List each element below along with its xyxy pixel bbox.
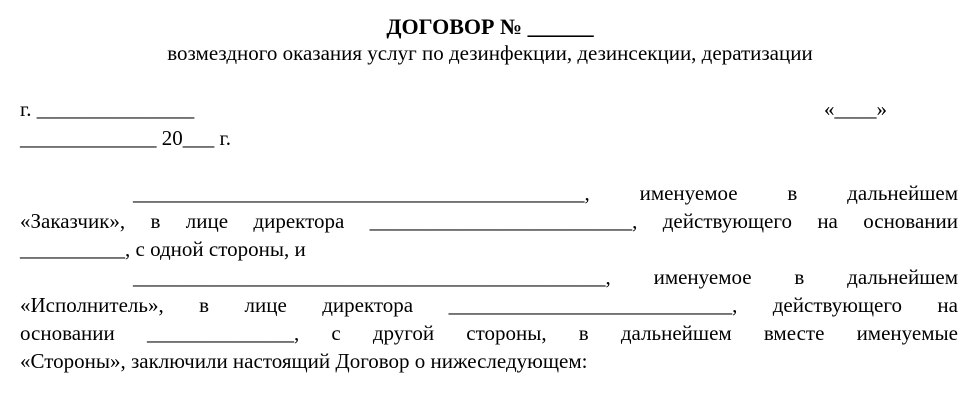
para-line-5-word: лице xyxy=(244,293,287,317)
para-line-2-word: директора xyxy=(253,209,345,233)
para-line-6-word: вместе xyxy=(763,321,825,345)
para-line-5-word: действующего xyxy=(772,293,902,317)
para-line-4-word: дальнейшем xyxy=(847,265,958,289)
para-line-6-word: другой xyxy=(372,321,435,345)
para-line-2-word: лице xyxy=(185,209,229,233)
para-line-1-word: именуемое xyxy=(639,181,738,205)
para-line-6-word: стороны, xyxy=(466,321,547,345)
para-line-6-word: ______________, xyxy=(146,321,300,345)
para-line-4-word: в xyxy=(794,265,805,289)
para-line-1-word: ___________________________________________, xyxy=(133,181,590,205)
document-subtitle: возмездного оказания услуг по дезинфекции, дезинсекции, дератизации xyxy=(167,41,813,65)
para-line-3: __________, с одной стороны, и xyxy=(20,237,306,261)
day-field: «____» xyxy=(824,97,887,121)
para-line-5-word: «Исполнитель», xyxy=(20,293,164,317)
para-line-2-word: «Заказчик», xyxy=(20,209,126,233)
para-line-6-word: с xyxy=(331,321,341,345)
para-line-4-word: _____________________________________________, xyxy=(133,265,611,289)
para-line-6-word: в xyxy=(578,321,589,345)
para-line-2-word: на xyxy=(817,209,838,233)
para-line-2-word: основании xyxy=(863,209,958,233)
para-line-6 xyxy=(20,323,958,344)
para-line-5-word: на xyxy=(937,293,958,317)
para-line-1-word: дальнейшем xyxy=(847,181,958,205)
para-line-4-word: именуемое xyxy=(653,265,752,289)
city-field: г. _______________ xyxy=(20,97,195,121)
para-line-6-word: дальнейшем xyxy=(620,321,732,345)
para-line-2-word: действующего xyxy=(662,209,792,233)
para-line-2 xyxy=(20,211,958,232)
para-line-5-word: директора xyxy=(322,293,414,317)
para-line-6-word: именуемые xyxy=(856,321,958,345)
para-line-5 xyxy=(20,295,958,316)
para-line-2-word: в xyxy=(150,209,161,233)
para-line-6-word: основании xyxy=(20,321,115,345)
para-line-1 xyxy=(133,183,958,204)
para-line-1-word: в xyxy=(787,181,798,205)
para-line-4 xyxy=(133,267,958,288)
para-line-5-word: ___________________________, xyxy=(448,293,738,317)
date-field: _____________ 20___ г. xyxy=(20,126,231,150)
para-line-7: «Стороны», заключили настоящий Договор о нижеследующем: xyxy=(20,349,588,373)
para-line-5-word: в xyxy=(199,293,210,317)
document-title: ДОГОВОР № ______ xyxy=(386,14,594,39)
para-line-2-word: _________________________, xyxy=(369,209,638,233)
